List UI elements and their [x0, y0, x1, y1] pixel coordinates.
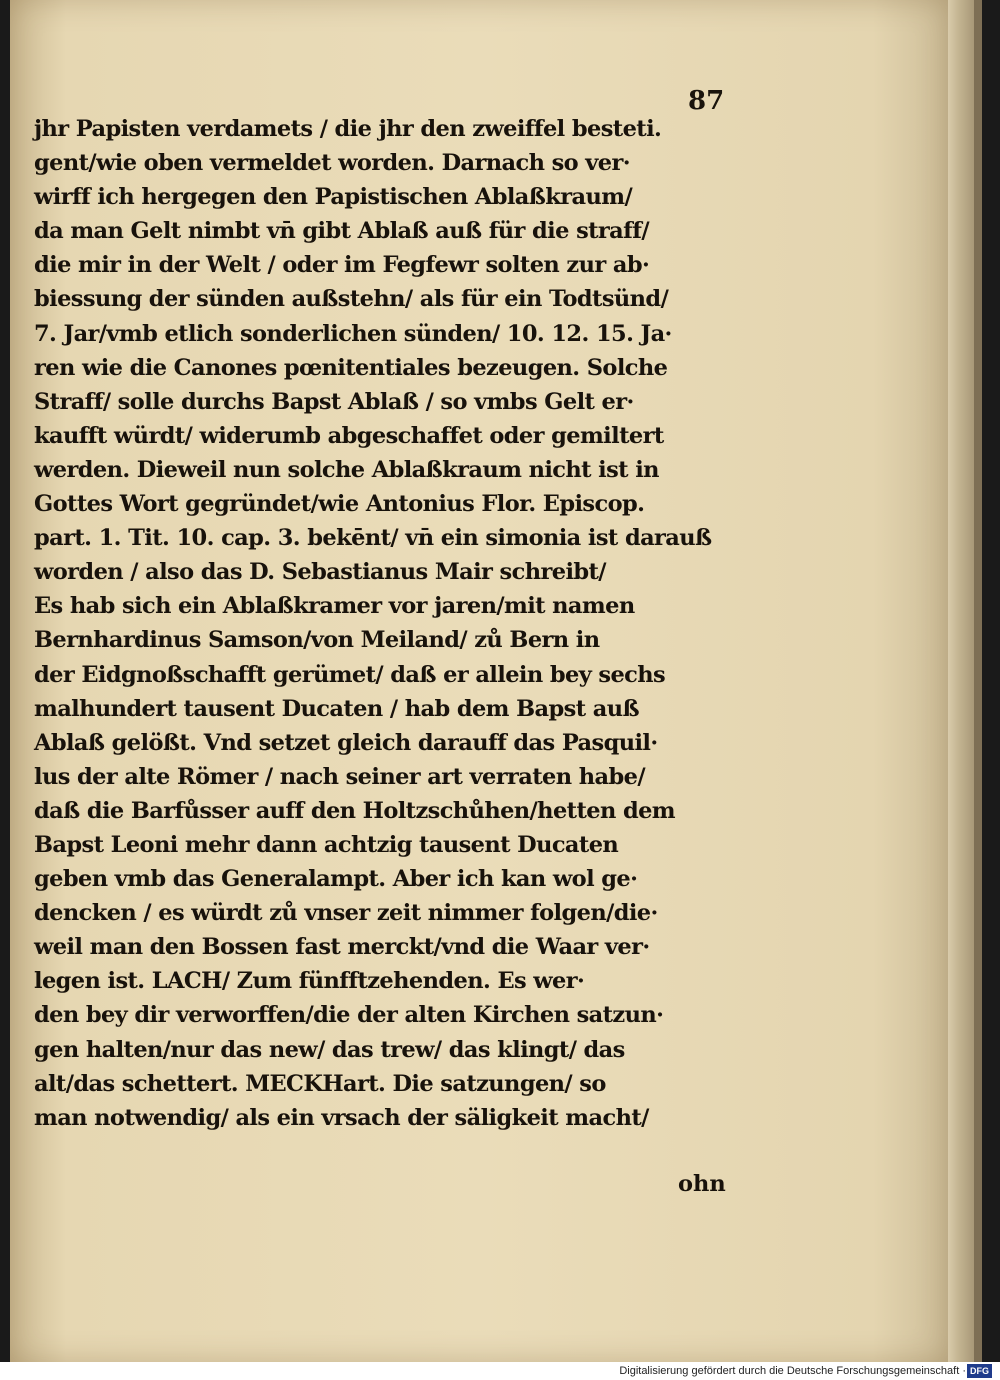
dfg-logo-icon: DFG — [967, 1364, 992, 1378]
text-line: wirff ich hergegen den Papistischen Ablaßkraum/ — [34, 184, 633, 211]
text-line: Straff/ solle durchs Bapst Ablaß / so vmbs Gelt er· — [34, 388, 634, 415]
page-edge — [948, 0, 974, 1362]
text-line: biessung der sünden außstehn/ als für ein Todtsünd/ — [34, 286, 669, 313]
text-line: ren wie die Canones pœnitentiales bezeugen. Solche — [34, 354, 668, 381]
text-line: da man Gelt nimbt vn̄ gibt Ablaß auß für die straff/ — [34, 218, 649, 245]
text-line: dencken / es würdt zů vnser zeit nimmer folgen/die· — [34, 900, 658, 927]
text-line: geben vmb das Generalampt. Aber ich kan wol ge· — [34, 866, 638, 893]
text-line: kaufft würdt/ widerumb abgeschaffet oder gemiltert — [34, 422, 664, 449]
text-line: gen halten/nur das new/ das trew/ das klingt/ das — [34, 1036, 625, 1063]
text-line: Bernhardinus Samson/von Meiland/ zů Bern in — [34, 627, 600, 654]
text-line: den bey dir verworffen/die der alten Kirchen satzun· — [34, 1002, 664, 1029]
text-line: weil man den Bossen fast merckt/vnd die Waar ver· — [34, 934, 650, 961]
catchword: ohn — [678, 1171, 726, 1197]
text-line: werden. Dieweil nun solche Ablaßkraum nicht ist in — [34, 456, 659, 483]
text-line: man notwendig/ als ein vrsach der säligkeit macht/ — [34, 1104, 649, 1131]
text-line: legen ist. LACH/ Zum fünfftzehenden. Es wer· — [34, 968, 585, 995]
text-line: Ablaß gelößt. Vnd setzet gleich darauff das Pasquil· — [34, 729, 658, 756]
text-line: Bapst Leoni mehr dann achtzig tausent Ducaten — [34, 831, 619, 858]
text-line: lus der alte Römer / nach seiner art verraten habe/ — [34, 763, 645, 790]
text-line: gent/wie oben vermeldet worden. Darnach so ver· — [34, 150, 630, 177]
text-line: alt/das schettert. MECKHart. Die satzungen/ so — [34, 1070, 606, 1097]
text-line: Gottes Wort gegründet/wie Antonius Flor. Episcop. — [34, 491, 645, 518]
footer-bar — [0, 1362, 1000, 1380]
text-line: Es hab sich ein Ablaßkramer vor jaren/mit namen — [34, 593, 635, 620]
text-line: daß die Barfůsser auff den Holtzschůhen/hetten dem — [34, 797, 676, 824]
text-line: der Eidgnoßschafft gerümet/ daß er allein bey sechs — [34, 661, 666, 688]
text-line: part. 1. Tit. 10. cap. 3. bekēnt/ vn̄ ein simonia ist darauß — [34, 525, 712, 552]
body-text — [34, 112, 734, 1135]
attribution-text: Digitalisierung gefördert durch die Deutsche Forschungsgemeinschaft · — [619, 1365, 966, 1377]
text-line: die mir in der Welt / oder im Fegfewr solten zur ab· — [34, 252, 650, 279]
text-line: jhr Papisten verdamets / die jhr den zweiffel besteti. — [34, 116, 662, 142]
text-line: malhundert tausent Ducaten / hab dem Bapst auß — [34, 695, 639, 722]
page-edge-shadow — [974, 0, 982, 1362]
page-number: 87 — [688, 86, 725, 116]
text-line: worden / also das D. Sebastianus Mair schreibt/ — [34, 559, 606, 586]
text-line: 7. Jar/vmb etlich sonderlichen sünden/ 10. 12. 15. Ja· — [34, 320, 672, 347]
